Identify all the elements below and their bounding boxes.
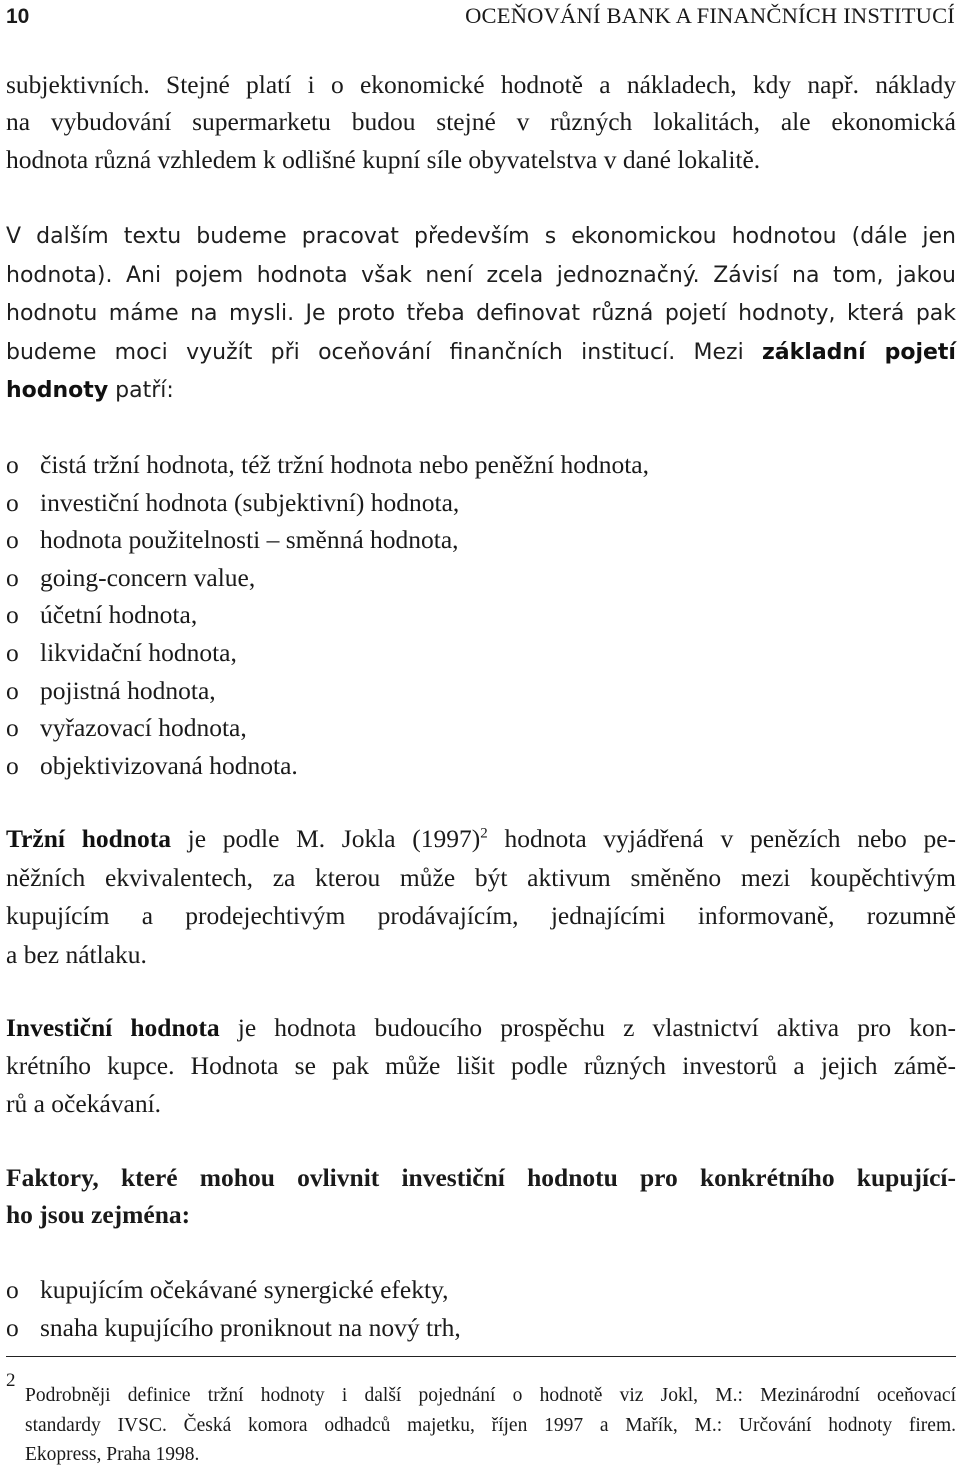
text-line: něžních ekvivalentech, za kterou může být aktivum směněno mezi koupěchtivým (6, 862, 956, 892)
paragraph-economic-value (6, 218, 956, 411)
text-line: a bez nátlaku. (6, 939, 147, 969)
text-span: patří: (115, 378, 174, 403)
text-line (6, 372, 956, 411)
text-line: subjektivních. Stejné platí i o ekonomické hodnotě a nákladech, kdy např. náklady (6, 70, 956, 99)
text-line (6, 820, 956, 859)
list-item-text: likvidační hodnota, (40, 637, 237, 667)
text-line: Faktory, které mohou ovlivnit investiční hodnotu pro konkrétního kupující- (6, 1163, 956, 1192)
text-span: budeme moci využít při oceňování finančních institucí. Mezi (6, 339, 744, 365)
running-title: OCEŇOVÁNÍ BANK A FINANČNÍCH INSTITUCÍ (465, 3, 955, 28)
factors-heading (6, 1159, 956, 1233)
text-line: hodnotu máme na mysli. Je proto třeba definovat různá pojetí hodnoty, která pak (6, 301, 956, 326)
list-item-text: going-concern value, (40, 562, 256, 592)
text-line (6, 1009, 956, 1047)
paragraph-market-value (6, 820, 956, 974)
list-item (6, 521, 906, 559)
text-line: hodnota různá vzhledem k odlišné kupní síle obyvatelstva v dané lokalitě. (6, 144, 761, 174)
text-line: kupujícím a prodejechtivým prodávajícím, jednajícími informovaně, rozumně (6, 901, 956, 930)
text-line: na vybudování supermarketu budou stejné v různých lokalitách, ale ekonomická (6, 107, 956, 137)
list-item-text: objektivizovaná hodnota. (40, 750, 298, 780)
bullet: o (6, 487, 19, 517)
list-item (6, 747, 906, 785)
bullet: o (6, 713, 19, 743)
paragraph-investment-value (6, 1009, 956, 1123)
list-item-text: investiční hodnota (subjektivní) hodnota, (40, 487, 460, 517)
list-item (6, 446, 906, 484)
bold-term: základní pojetí (762, 339, 956, 365)
list-item (6, 1271, 906, 1309)
factors-list (6, 1271, 906, 1347)
list-item (6, 709, 906, 747)
text-line: krétního kupce. Hodnota se pak může lišit podle různých investorů a jejich zámě- (6, 1051, 956, 1080)
list-item (6, 559, 906, 597)
bullet: o (6, 750, 19, 780)
list-item (6, 484, 906, 522)
text-span: je podle M. Jokla (1997) (187, 824, 481, 853)
bullet: o (6, 525, 19, 555)
text-span: hodnota vyjádřená v penězích nebo pe- (504, 824, 957, 853)
footnote-text (25, 1381, 956, 1470)
list-item-text: čistá tržní hodnota, též tržní hodnota nebo peněžní hodnota, (40, 450, 649, 479)
list-item-text: kupujícím očekávané synergické efekty, (40, 1275, 449, 1304)
list-item (6, 1309, 906, 1347)
text-line: rů a očekávaní. (6, 1089, 162, 1118)
bold-term: Investiční hodnota (6, 1013, 220, 1042)
list-item-text: pojistná hodnota, (40, 675, 216, 705)
text-line: Podrobněji definice tržní hodnoty i další pojednání o hodnotě viz Jokl, M.: Mezinárodní oceňovací (25, 1385, 956, 1406)
text-span: je hodnota budoucího prospěchu z vlastnictví aktiva pro kon- (237, 1013, 957, 1042)
text-line: Ekopress, Praha 1998. (25, 1444, 200, 1466)
text-line: standardy IVSC. Česká komora odhadců majetku, říjen 1997 a Mařík, M.: Určování hodnoty firem. (25, 1414, 956, 1436)
footnote-divider (6, 1356, 956, 1357)
text-line: hodnota). Ani pojem hodnota však není zcela jednoznačný. Závisí na tom, jakou (6, 262, 956, 288)
value-concepts-list (6, 446, 906, 784)
bullet: o (6, 562, 19, 592)
list-item (6, 672, 906, 710)
footnote-mark: 2 (6, 1370, 16, 1391)
text-line: ho jsou zejména: (6, 1200, 191, 1229)
bold-term: Tržní hodnota (6, 824, 171, 853)
list-item-text: snaha kupujícího proniknout na nový trh, (40, 1313, 461, 1342)
page-header (6, 3, 955, 41)
bold-term: hodnoty (6, 378, 109, 403)
list-item-text: hodnota použitelnosti – směnná hodnota, (40, 525, 459, 555)
list-item (6, 634, 906, 672)
paragraph-intro (6, 66, 956, 178)
list-item-text: účetní hodnota, (40, 600, 198, 630)
bullet: o (6, 450, 19, 479)
bullet: o (6, 1313, 19, 1342)
text-line: V dalším textu budeme pracovat především s ekonomickou hodnotou (dále jen (6, 224, 956, 249)
bullet: o (6, 637, 19, 667)
bullet: o (6, 1275, 19, 1304)
page-number: 10 (6, 5, 30, 28)
bullet: o (6, 600, 19, 630)
list-item-text: vyřazovací hodnota, (40, 713, 247, 743)
bullet: o (6, 675, 19, 705)
list-item (6, 596, 906, 634)
text-line (6, 334, 956, 373)
footnote-ref: 2 (480, 825, 488, 842)
